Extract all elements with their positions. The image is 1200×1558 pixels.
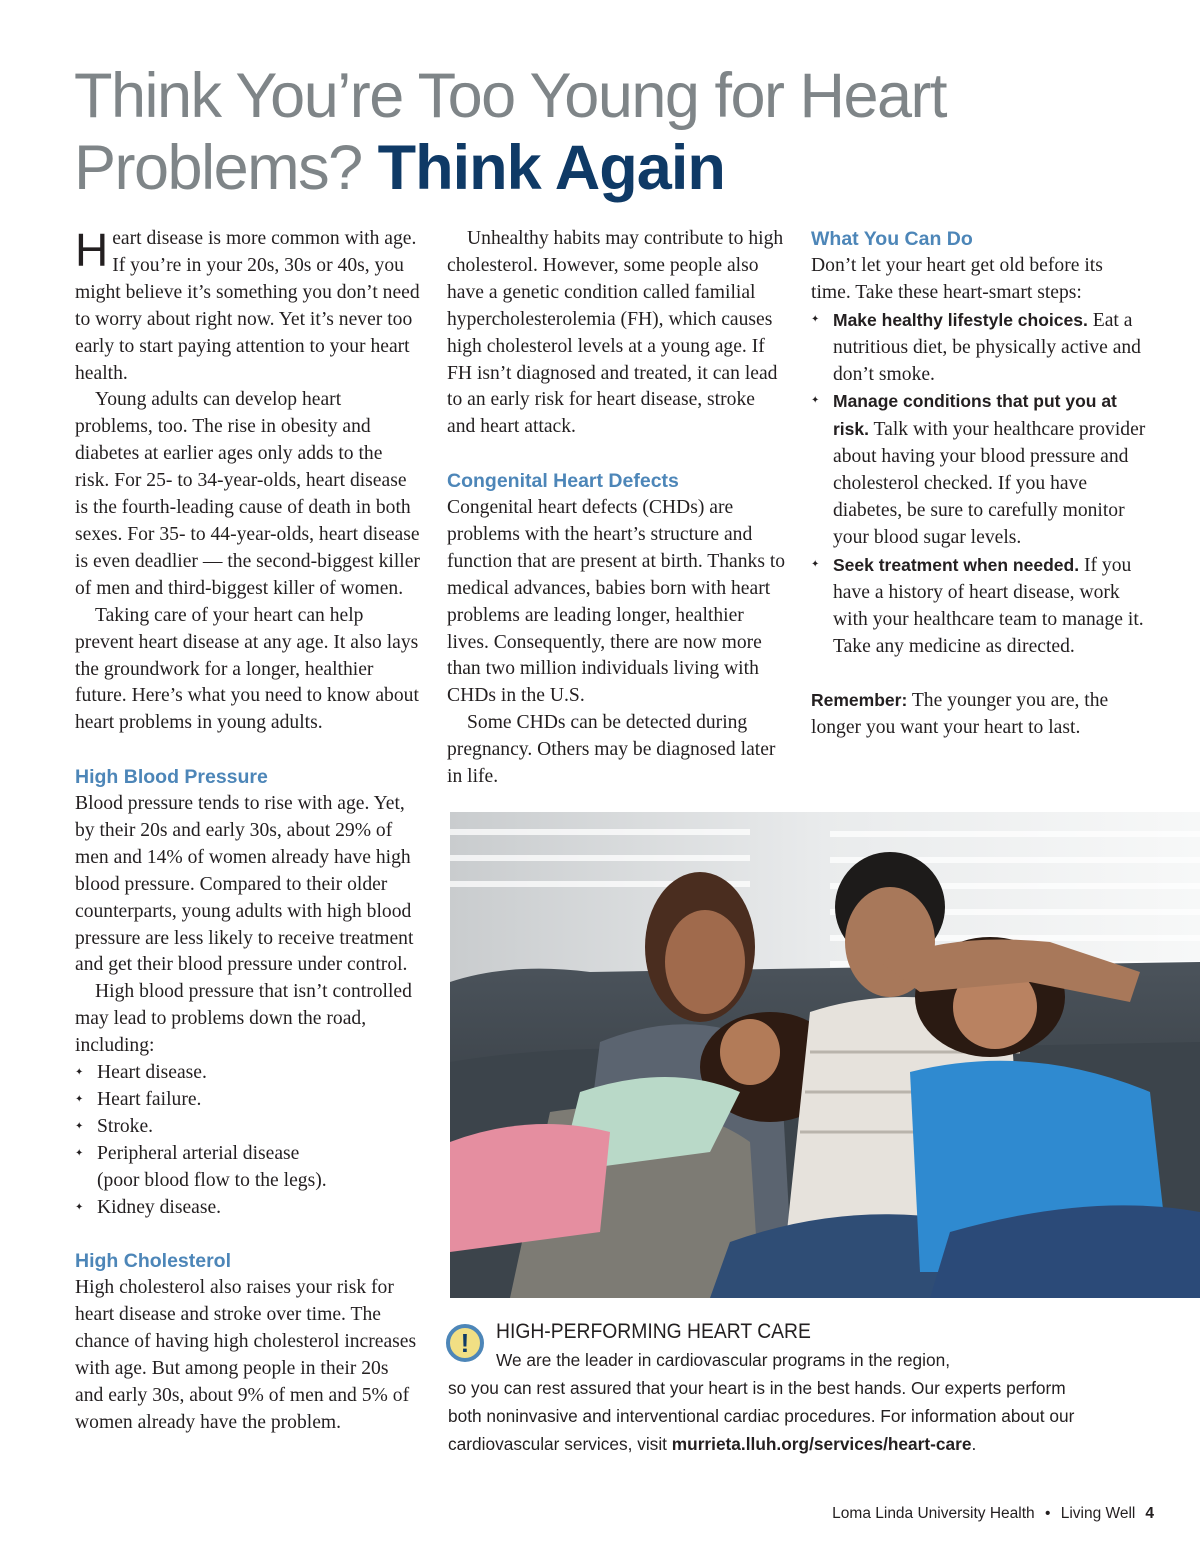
heart-care-link[interactable]: murrieta.lluh.org/services/heart-care [671, 1434, 972, 1454]
list-item: ✦ Kidney disease. [75, 1195, 420, 1222]
page-number: 4 [1145, 1505, 1154, 1522]
column-1 [75, 226, 420, 1437]
list-item: ✦ Heart disease. [75, 1060, 420, 1087]
footer-publication: Living Well [1060, 1505, 1136, 1522]
paragraph: Congenital heart defects (CHDs) are problems with the heart’s structure and function that are present at birth. Thanks to medical advances, babies born with heart problems are leading longer, healthier lives. Consequently, there are now more than two million individuals living with CHDs in the U.S. [447, 497, 786, 707]
list-item: ✦ Peripheral arterial disease (poor blood flow to the legs). [75, 1141, 327, 1195]
paragraph: Don’t let your heart get old before its time. Take these heart-smart steps: [811, 254, 1103, 303]
column-3 [811, 226, 1146, 742]
list-item: ✦ Make healthy lifestyle choices. Eat a nutritious diet, be physically active and don’t smoke. [811, 307, 1146, 389]
drop-cap: H [75, 224, 109, 276]
list-item: ✦ Seek treatment when needed. If you have a history of heart disease, work with your healthcare team to manage it. Take any medicine as directed. [811, 552, 1146, 661]
section-heading-congenital: Congenital Heart Defects [447, 470, 679, 493]
remember-note: Remember: The younger you are, the longer you want your heart to last. [811, 690, 1109, 739]
paragraph: Taking care of your heart can help prevent heart disease at any age. It also lays the groundwork for a longer, healthier future. Here’s what you need to know about heart problems in young adults. [75, 604, 419, 734]
section-heading-blood-pressure: High Blood Pressure [75, 766, 268, 789]
family-photo-illustration [450, 812, 1200, 1298]
callout-title: HIGH-PERFORMING HEART CARE [496, 1320, 811, 1343]
conditions-list [75, 1060, 420, 1221]
page-title [74, 60, 1154, 204]
paragraph: Unhealthy habits may contribute to high cholesterol. However, some people also have a genetic condition called familial hypercholesterolemia (FH), which causes high cholesterol levels at a young age. If FH isn’t diagnosed and treated, it can lead to an early risk for heart disease, stroke and heart attack. [447, 228, 784, 438]
list-item: ✦ Stroke. [75, 1114, 420, 1141]
title-light: Think You’re Too Young for Heart Problems? [74, 61, 947, 203]
paragraph: Blood pressure tends to rise with age. Yet, by their 20s and early 30s, about 29% of men and 14% of women already have high blood pressure. Compared to their older counterparts, young adults with high blood pressure are less likely to receive treatment and get their blood pressure under control. [75, 793, 414, 976]
paragraph: High blood pressure that isn’t controlled may lead to problems down the road, including: [75, 981, 412, 1057]
section-heading-cholesterol: High Cholesterol [75, 1250, 232, 1273]
paragraph: Young adults can develop heart problems, too. The rise in obesity and diabetes at earlier ages only adds to the risk. For 25- to 34-year-olds, heart disease is the fourth-leading cause of death in both sexes. For 35- to 44-year-olds, heart disease is even deadlier — the second-biggest killer of men and third-biggest killer of women. [75, 389, 420, 599]
family-photo [450, 812, 1200, 1298]
column-2 [447, 226, 787, 791]
steps-list [811, 307, 1146, 661]
list-item: ✦ Heart failure. [75, 1087, 420, 1114]
page-footer [832, 1503, 1154, 1525]
exclamation-icon: ! [446, 1324, 484, 1362]
section-heading-what-you-can-do: What You Can Do [811, 228, 973, 250]
footer-org: Loma Linda University Health [832, 1505, 1035, 1522]
paragraph: Some CHDs can be detected during pregnancy. Others may be diagnosed later in life. [447, 712, 776, 788]
list-item: ✦ Manage conditions that put you at risk. Talk with your healthcare provider about having your blood pressure and cholesterol checked. If you have diabetes, be sure to carefully monitor your blood sugar levels. [811, 388, 1146, 551]
footer-separator: • [1044, 1505, 1051, 1522]
intro-paragraph: Heart disease is more common with age. If you’re in your 20s, 30s or 40s, you might believe it’s something you don’t need to worry about right now. Yet it’s never too early to start paying attention to your heart health. [75, 224, 420, 384]
callout-text: We are the leader in cardiovascular programs in the region, so you can rest assured that your heart is in the best hands. Our experts perform both noninvasive and interventional cardiac procedures. For information about our cardiovascular services, visit murrieta.lluh.org/services/heart-care. [448, 1350, 1075, 1454]
paragraph: High cholesterol also raises your risk for heart disease and stroke over time. The chance of having high cholesterol increases with age. But among people in their 20s and early 30s, about 9% of men and 5% of women already have the problem. [75, 1277, 417, 1433]
title-bold: Think Again [377, 133, 725, 203]
